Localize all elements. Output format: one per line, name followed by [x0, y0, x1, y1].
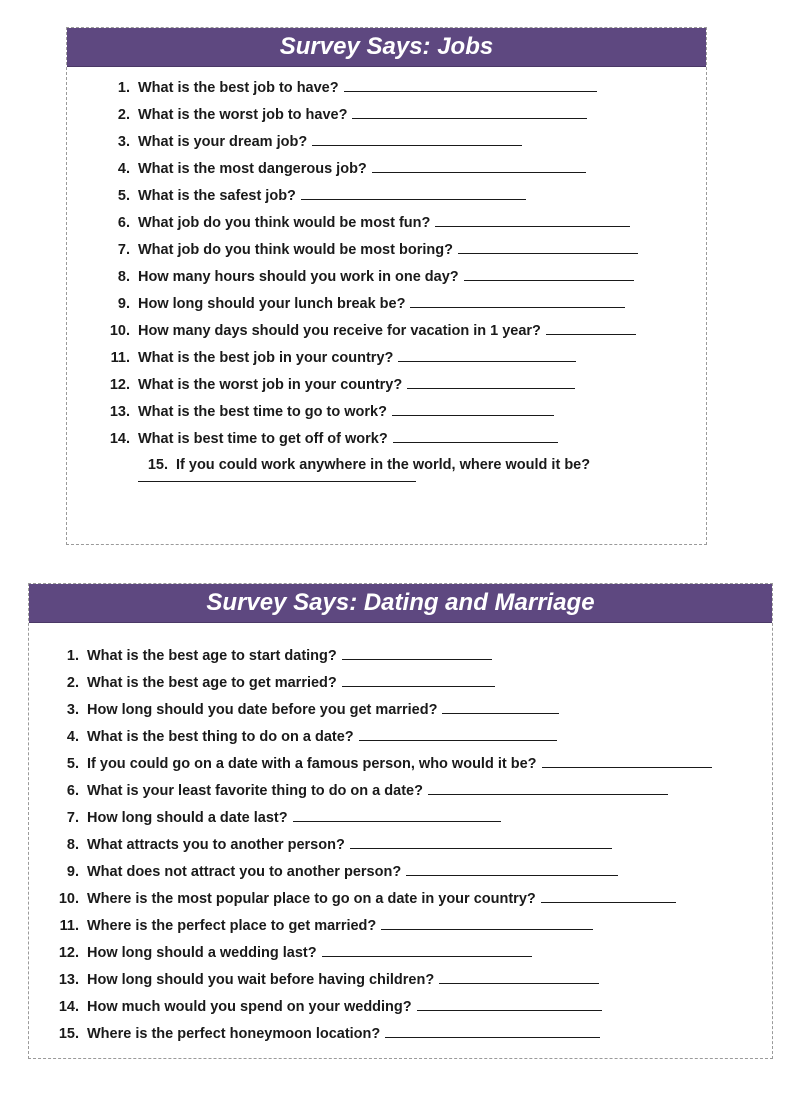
question-item [100, 320, 638, 347]
question-item [100, 293, 638, 320]
answer-blank[interactable] [350, 834, 612, 849]
question-number: 13. [109, 404, 130, 420]
question-item [49, 969, 712, 996]
question-number: 13. [58, 972, 79, 988]
answer-blank[interactable] [312, 131, 522, 146]
question-item [100, 158, 638, 185]
question-item [49, 942, 712, 969]
question-number: 1. [66, 648, 79, 664]
question-text: How long should your lunch break be? [138, 296, 406, 312]
answer-blank[interactable] [398, 347, 576, 362]
answer-blank[interactable] [385, 1023, 600, 1038]
question-text: How much would you spend on your wedding? [87, 999, 412, 1015]
answer-blank[interactable] [410, 293, 625, 308]
question-number: 5. [66, 756, 79, 772]
answer-blank[interactable] [138, 475, 416, 482]
answer-blank[interactable] [546, 320, 636, 335]
question-text: What is the best job in your country? [138, 350, 394, 366]
question-text: What is the best age to start dating? [87, 648, 337, 664]
answer-blank[interactable] [542, 753, 712, 768]
question-number: 2. [66, 675, 79, 691]
question-text: How long should a date last? [87, 810, 288, 826]
question-number: 15. [58, 1026, 79, 1042]
question-number: 9. [117, 296, 130, 312]
dating-survey-title: Survey Says: Dating and Marriage [29, 584, 772, 623]
question-number: 4. [66, 729, 79, 745]
question-number: 2. [117, 107, 130, 123]
question-text: How many hours should you work in one day? [138, 269, 459, 285]
question-text: What is the most dangerous job? [138, 161, 367, 177]
question-item [49, 672, 712, 699]
question-text: How many days should you receive for vacation in 1 year? [138, 323, 541, 339]
question-item [100, 77, 638, 104]
question-text: Where is the perfect place to get married? [87, 918, 377, 934]
question-number: 11. [110, 350, 130, 366]
answer-blank[interactable] [435, 212, 630, 227]
question-item [49, 780, 712, 807]
question-number: 15. [147, 457, 168, 473]
question-text: What is the best job to have? [138, 80, 339, 96]
jobs-question-list [100, 77, 638, 482]
question-number: 3. [117, 134, 130, 150]
question-item [49, 699, 712, 726]
question-item [100, 374, 638, 401]
question-number: 12. [109, 377, 130, 393]
question-text: What is your dream job? [138, 134, 308, 150]
question-item [100, 104, 638, 131]
question-text: What attracts you to another person? [87, 837, 345, 853]
question-number: 8. [117, 269, 130, 285]
jobs-survey-card [66, 27, 707, 545]
question-item [100, 266, 638, 293]
answer-blank[interactable] [442, 699, 559, 714]
answer-blank[interactable] [344, 77, 597, 92]
answer-blank[interactable] [458, 239, 638, 254]
question-text: What is the worst job to have? [138, 107, 348, 123]
answer-blank[interactable] [407, 374, 575, 389]
question-text: What is the safest job? [138, 188, 296, 204]
answer-blank[interactable] [381, 915, 593, 930]
question-text: What job do you think would be most boring? [138, 242, 453, 258]
dating-question-list [49, 645, 712, 1050]
question-item [100, 239, 638, 266]
question-item [100, 428, 638, 455]
question-item [100, 131, 638, 158]
question-item [100, 185, 638, 212]
answer-blank[interactable] [372, 158, 586, 173]
answer-blank[interactable] [322, 942, 532, 957]
answer-blank[interactable] [428, 780, 668, 795]
answer-blank[interactable] [301, 185, 526, 200]
question-item [49, 645, 712, 672]
question-text: What does not attract you to another person? [87, 864, 402, 880]
question-item [49, 834, 712, 861]
question-text: What is the best thing to do on a date? [87, 729, 354, 745]
question-item [49, 915, 712, 942]
question-number: 9. [66, 864, 79, 880]
question-text: Where is the perfect honeymoon location? [87, 1026, 381, 1042]
question-item [100, 347, 638, 374]
question-number: 3. [66, 702, 79, 718]
answer-blank[interactable] [464, 266, 634, 281]
question-text: What is best time to get off of work? [138, 431, 388, 447]
question-item [49, 888, 712, 915]
question-number: 10. [58, 891, 79, 907]
question-number: 7. [117, 242, 130, 258]
question-number: 10. [109, 323, 130, 339]
question-item [100, 212, 638, 239]
answer-blank[interactable] [342, 645, 492, 660]
answer-blank[interactable] [439, 969, 599, 984]
question-text: What is the worst job in your country? [138, 377, 403, 393]
question-item [49, 996, 712, 1023]
question-number: 11. [59, 918, 79, 934]
question-item [100, 401, 638, 428]
question-item [49, 861, 712, 888]
question-item [100, 455, 638, 482]
answer-blank[interactable] [359, 726, 557, 741]
answer-blank[interactable] [342, 672, 495, 687]
answer-blank[interactable] [541, 888, 676, 903]
answer-blank[interactable] [293, 807, 501, 822]
question-number: 5. [117, 188, 130, 204]
question-number: 4. [117, 161, 130, 177]
question-number: 7. [66, 810, 79, 826]
question-text: If you could work anywhere in the world, where would it be? [176, 457, 591, 473]
answer-blank[interactable] [406, 861, 618, 876]
question-text: How long should you date before you get married? [87, 702, 438, 718]
question-text: If you could go on a date with a famous person, who would it be? [87, 756, 537, 772]
question-text: What is the best time to go to work? [138, 404, 387, 420]
question-text: What is the best age to get married? [87, 675, 337, 691]
question-number: 14. [109, 431, 130, 447]
question-number: 6. [66, 783, 79, 799]
question-item [49, 807, 712, 834]
question-number: 8. [66, 837, 79, 853]
question-item [49, 1023, 712, 1050]
jobs-survey-title: Survey Says: Jobs [67, 28, 706, 67]
question-number: 12. [58, 945, 79, 961]
question-number: 6. [117, 215, 130, 231]
answer-blank[interactable] [392, 401, 554, 416]
question-text: What is your least favorite thing to do on a date? [87, 783, 423, 799]
question-text: What job do you think would be most fun? [138, 215, 431, 231]
answer-blank[interactable] [417, 996, 602, 1011]
answer-blank[interactable] [352, 104, 587, 119]
question-text: How long should a wedding last? [87, 945, 317, 961]
question-text: How long should you wait before having children? [87, 972, 435, 988]
question-number: 14. [58, 999, 79, 1015]
answer-blank[interactable] [393, 428, 558, 443]
dating-survey-card [28, 583, 773, 1059]
question-item [49, 753, 712, 780]
question-item [49, 726, 712, 753]
question-number: 1. [117, 80, 130, 96]
question-text: Where is the most popular place to go on a date in your country? [87, 891, 536, 907]
